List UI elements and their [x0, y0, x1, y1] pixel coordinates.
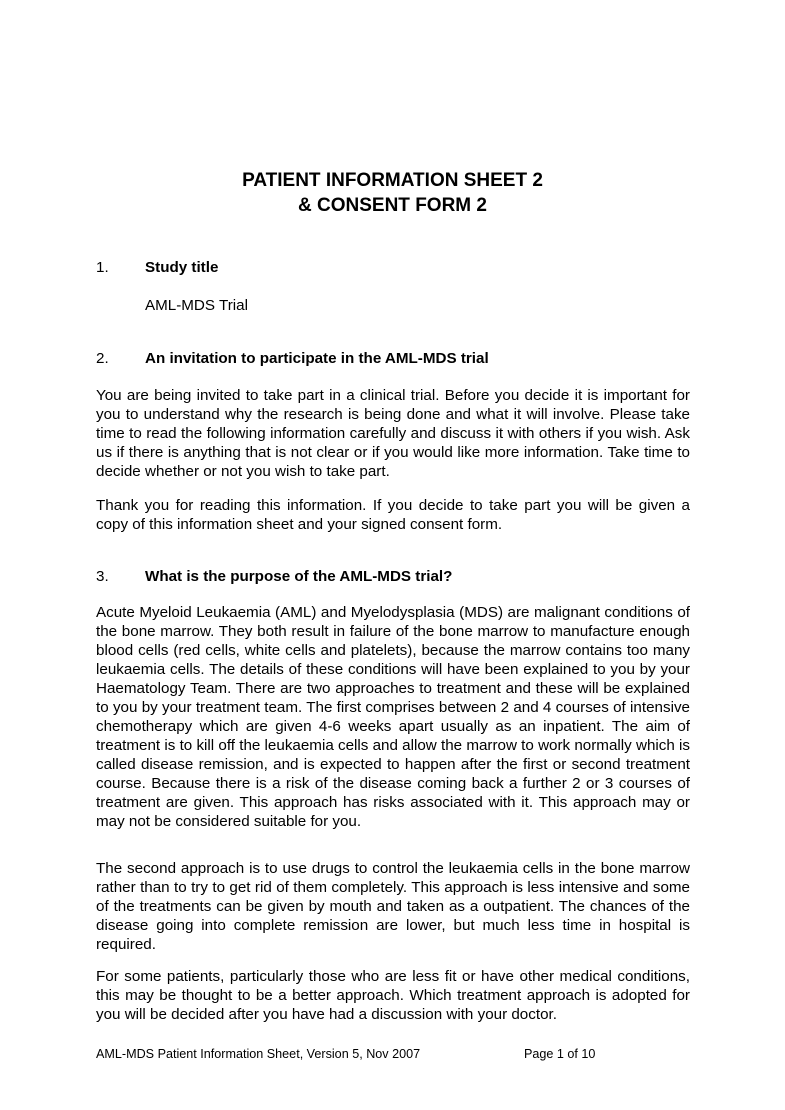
page-title — [0, 168, 785, 218]
section-number: 1. — [96, 259, 109, 276]
section-number: 3. — [96, 568, 109, 585]
paragraph: The second approach is to use drugs to control the leukaemia cells in the bone marrow rather than to try to get rid of them completely. This approach is less intensive and some of the treatments can be given by mouth and taken as a outpatient. The chances of the disease going into complete remission are lower, but much less time in hospital is required. — [96, 860, 690, 953]
section-number: 2. — [96, 350, 109, 367]
section-title: Study title — [145, 259, 219, 276]
page-title-line-1: PATIENT INFORMATION SHEET 2 — [242, 170, 543, 191]
page-title-line-2: & CONSENT FORM 2 — [298, 195, 487, 216]
study-title-value: AML-MDS Trial — [145, 297, 248, 314]
paragraph: Thank you for reading this information. If you decide to take part you will be given a copy of this information sheet and your signed consent form. — [96, 497, 690, 533]
section-title: What is the purpose of the AML-MDS trial? — [145, 568, 453, 585]
footer-document-info: AML-MDS Patient Information Sheet, Version 5, Nov 2007 — [96, 1047, 421, 1061]
section-title: An invitation to participate in the AML-MDS trial — [145, 350, 489, 367]
paragraph: For some patients, particularly those who are less fit or have other medical conditions, this may be thought to be a better approach. Which treatment approach is adopted for you will be decided after you have had a discussion with your doctor. — [96, 968, 690, 1023]
paragraph: Acute Myeloid Leukaemia (AML) and Myelodysplasia (MDS) are malignant conditions of the bone marrow. They both result in failure of the bone marrow to manufacture enough blood cells (red cells, white cells and platelets), because the marrow contains too many leukaemia cells. The details of these conditions will have been explained to you by your Haematology Team. There are two approaches to treatment and these will be explained to you by your treatment team. The first comprises between 2 and 4 courses of intensive chemotherapy which are given 4-6 weeks apart usually as an inpatient. The aim of treatment is to kill off the leukaemia cells and allow the marrow to work normally which is called disease remission, and is expected to happen after the first or second treatment course. Because there is a risk of the disease coming back a further 2 or 3 courses of treatment are given. This approach has risks associated with it. This approach may or may not be considered suitable for you. — [96, 604, 690, 830]
footer-page-number: Page 1 of 10 — [524, 1047, 596, 1061]
paragraph: You are being invited to take part in a clinical trial. Before you decide it is important for you to understand why the research is being done and what it will involve. Please take time to read the following information carefully and discuss it with others if you wish. Ask us if there is anything that is not clear or if you would like more information. Take time to decide whether or not you wish to take part. — [96, 387, 690, 480]
